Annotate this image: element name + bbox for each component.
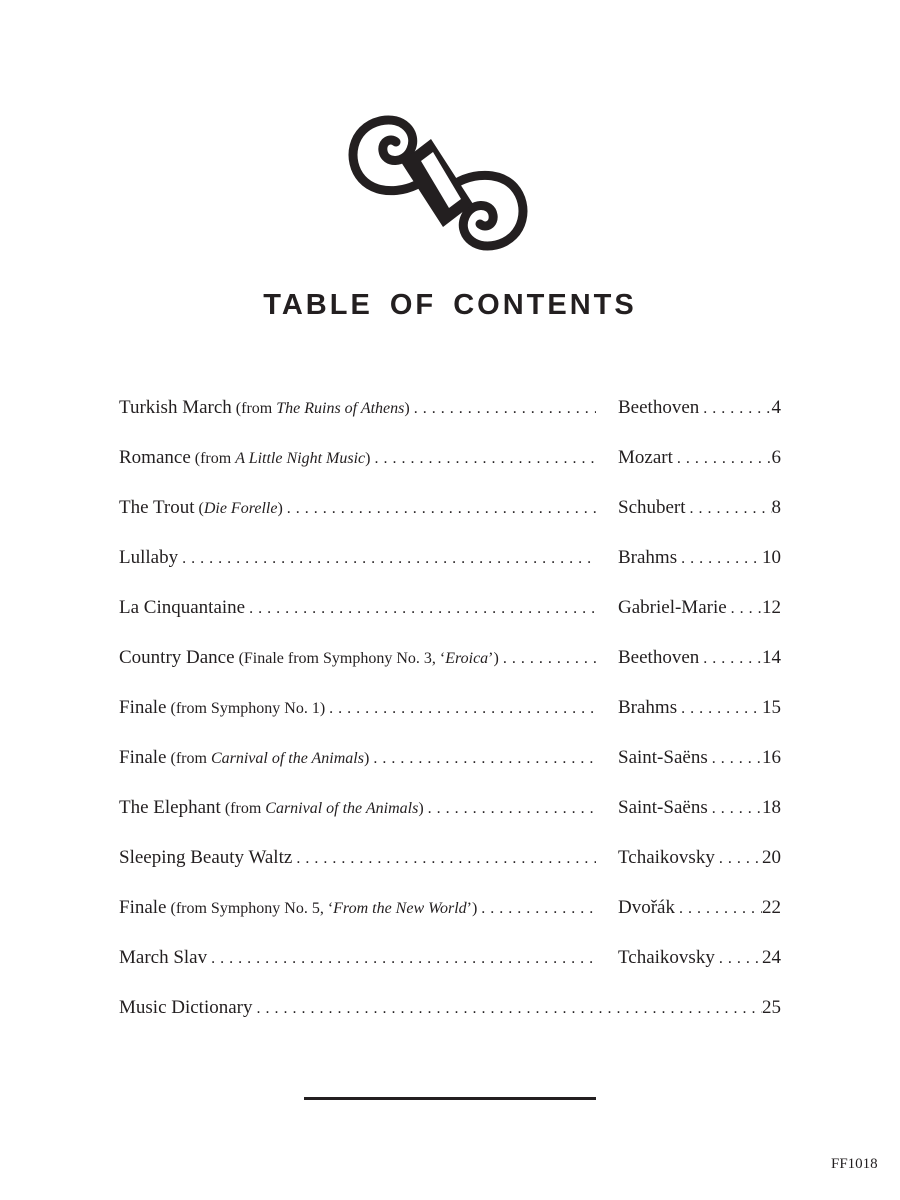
dot-leader (719, 850, 762, 868)
entry-composer: Saint-Saëns (618, 797, 708, 818)
dot-leader (182, 550, 596, 568)
entry-page-number: 6 (771, 447, 781, 468)
entry-page-number: 8 (771, 497, 781, 518)
entry-title: Music Dictionary (119, 997, 253, 1018)
toc-entry (119, 497, 781, 547)
entry-page-number: 15 (762, 697, 781, 718)
dot-leader (249, 600, 596, 618)
entry-composer: Tchaikovsky (618, 847, 715, 868)
dot-leader (211, 950, 596, 968)
entry-title: The Elephant (119, 797, 221, 818)
entry-subtitle-suffix: ’) (466, 900, 478, 917)
dot-leader (373, 750, 596, 768)
entry-page-number: 16 (762, 747, 781, 768)
entry-page-number: 25 (762, 997, 781, 1018)
entry-composer: Gabriel-Marie (618, 597, 727, 618)
dot-leader (719, 950, 762, 968)
entry-subtitle-suffix: ) (277, 500, 283, 517)
dot-leader (428, 800, 596, 818)
entry-page-number: 20 (762, 847, 781, 868)
entry-composer: Mozart (618, 447, 673, 468)
entry-subtitle-italic: From the New World (333, 900, 467, 917)
dot-leader (690, 500, 772, 518)
entry-title: Finale (119, 747, 167, 768)
entry-subtitle-suffix: ) (418, 800, 424, 817)
entry-title: The Trout (119, 497, 195, 518)
dot-leader (681, 700, 762, 718)
dot-leader (481, 900, 596, 918)
entry-subtitle-suffix: ) (363, 750, 370, 767)
entry-page-number: 12 (762, 597, 781, 618)
entry-subtitle-italic: Eroica (445, 650, 489, 667)
toc-entry (119, 847, 781, 897)
entry-title: March Slav (119, 947, 208, 968)
toc-entry (119, 597, 781, 647)
dot-leader (296, 850, 596, 868)
toc-entry (119, 947, 781, 997)
dot-leader (677, 450, 772, 468)
page-title: TABLE OF CONTENTS (263, 289, 637, 321)
entry-title: Lullaby (119, 547, 179, 568)
entry-subtitle-suffix: ) (404, 400, 410, 417)
entry-subtitle-prefix: (from (190, 450, 236, 467)
entry-composer: Brahms (618, 697, 678, 718)
entry-subtitle-prefix: (from (220, 800, 266, 817)
dot-leader (257, 1000, 762, 1018)
entry-title: Country Dance (119, 647, 235, 668)
entry-title: Finale (119, 697, 167, 718)
toc-entry (119, 747, 781, 797)
scroll-ornament-icon (343, 114, 533, 252)
entry-subtitle-prefix: (from Symphony No. 1) (166, 700, 326, 717)
entry-title: Finale (119, 897, 167, 918)
toc-entry (119, 447, 781, 497)
table-of-contents (119, 397, 781, 1047)
dot-leader (712, 800, 762, 818)
dot-leader (703, 650, 762, 668)
dot-leader (329, 700, 596, 718)
entry-subtitle-suffix: ) (365, 450, 371, 467)
entry-composer: Beethoven (618, 647, 700, 668)
entry-page-number: 10 (762, 547, 781, 568)
entry-subtitle-italic: Carnival of the Animals (265, 800, 419, 817)
toc-entry (119, 697, 781, 747)
entry-title: Sleeping Beauty Waltz (119, 847, 293, 868)
entry-page-number: 4 (771, 397, 781, 418)
dot-leader (679, 900, 762, 918)
entry-subtitle-prefix: (Finale from Symphony No. 3, ‘ (234, 650, 446, 667)
entry-title: Romance (119, 447, 191, 468)
entry-subtitle-suffix: ’) (488, 650, 499, 667)
entry-subtitle-italic: The Ruins of Athens (276, 400, 405, 417)
entry-subtitle-prefix: (from (231, 400, 277, 417)
entry-subtitle-prefix: (from (166, 750, 211, 767)
entry-page-number: 24 (762, 947, 781, 968)
dot-leader (374, 450, 596, 468)
entry-subtitle-italic: A Little Night Music (235, 450, 366, 467)
entry-title: La Cinquantaine (119, 597, 246, 618)
entry-page-number: 22 (762, 897, 781, 918)
plate-number: FF1018 (831, 1156, 878, 1172)
entry-page-number: 18 (762, 797, 781, 818)
toc-entry (119, 547, 781, 597)
entry-subtitle-prefix: ( (194, 500, 204, 517)
toc-entry (119, 997, 781, 1047)
entry-subtitle-prefix: (from Symphony No. 5, ‘ (166, 900, 334, 917)
dot-leader (287, 500, 596, 518)
dot-leader (731, 600, 762, 618)
entry-composer: Tchaikovsky (618, 947, 715, 968)
entry-composer: Saint-Saëns (618, 747, 708, 768)
toc-entry (119, 647, 781, 697)
toc-entry (119, 397, 781, 447)
entry-composer: Schubert (618, 497, 686, 518)
footer-rule (304, 1097, 596, 1100)
entry-subtitle-italic: Carnival of the Animals (210, 750, 364, 767)
entry-title: Turkish March (119, 397, 232, 418)
dot-leader (712, 750, 762, 768)
toc-entry (119, 897, 781, 947)
dot-leader (503, 650, 596, 668)
entry-page-number: 14 (762, 647, 781, 668)
entry-composer: Beethoven (618, 397, 700, 418)
entry-composer: Brahms (618, 547, 678, 568)
toc-entry (119, 797, 781, 847)
entry-composer: Dvořák (618, 897, 675, 918)
dot-leader (414, 400, 596, 418)
entry-subtitle-italic: Die Forelle (203, 500, 278, 517)
dot-leader (703, 400, 771, 418)
dot-leader (681, 550, 762, 568)
